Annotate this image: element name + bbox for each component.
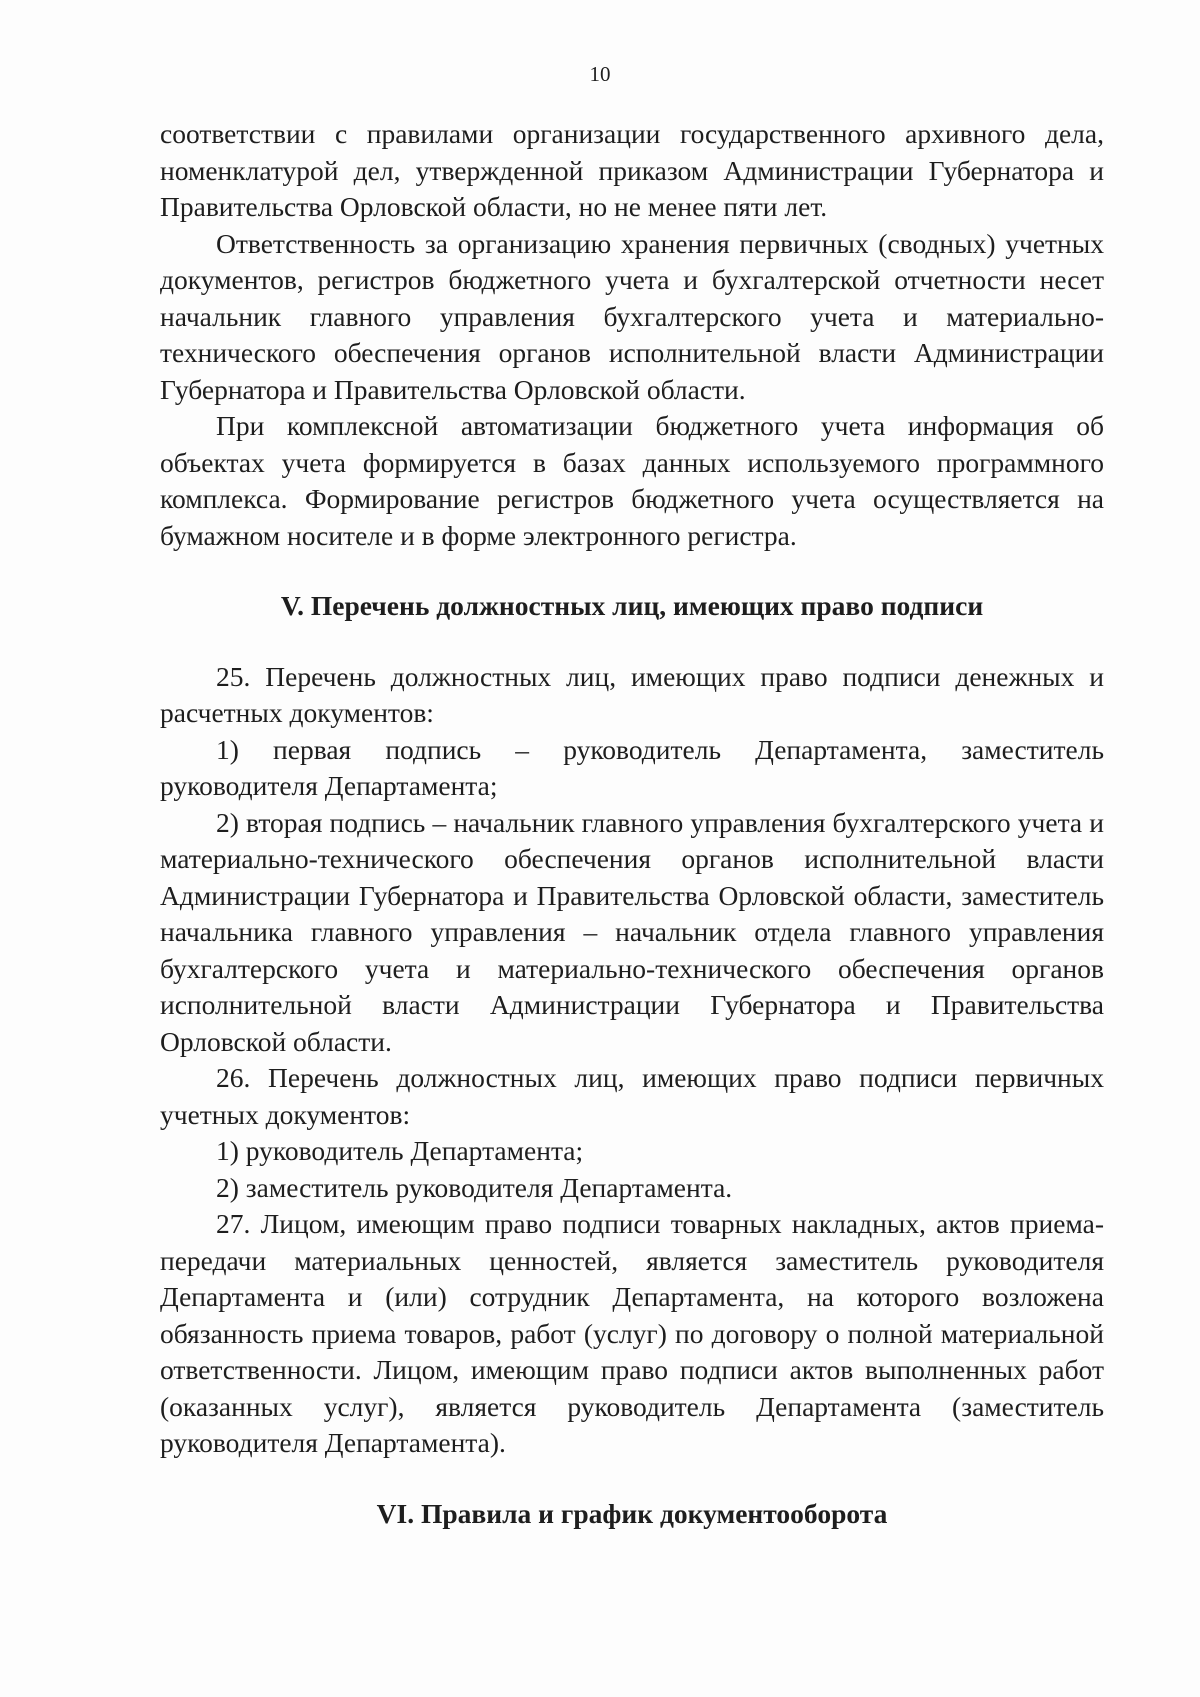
paragraph-responsibility: Ответственность за организацию хранения первичных (сводных) учетных документов, регистров бюджетного учета и бухгалтерской отчетности несет начальник главного управления бухгалтерского учета и материально-технического обеспечения органов исполнительной власти Администрации Губернатора и Правительства Орловской области. <box>160 227 1104 405</box>
paragraph-automation: При комплексной автоматизации бюджетного учета информация об объектах учета формируется в базах данных используемого программного комплекса. Формирование регистров бюджетного учета осуществляется на бумажном носителе и в форме электронного регистра. <box>160 410 1104 551</box>
item-25: 25. Перечень должностных лиц, имеющих право подписи денежных и расчетных документов: <box>160 660 1104 728</box>
section-heading-v: V. Перечень должностных лиц, имеющих право подписи <box>280 590 984 621</box>
page-number: 10 <box>589 62 611 86</box>
item-26: 26. Перечень должностных лиц, имеющих право подписи первичных учетных документов: <box>160 1062 1104 1130</box>
section-heading-vi: VI. Правила и график документооборота <box>376 1497 888 1529</box>
paragraph-archive-storage: соответствии с правилами организации государственного архивного дела, номенклатурой дел, утвержденной приказом Администрации Губернатора и Правительства Орловской области, но не менее пяти лет. <box>160 118 1104 222</box>
item-25-second-signature: 2) вторая подпись – начальник главного управления бухгалтерского учета и материально-технического обеспечения органов исполнительной власти Администрации Губернатора и Правительства Орловской области, заместитель начальника главного управления – начальник отдела главного управления бухгалтерского учета и материально-технического обеспечения органов исполнительной власти Администрации Губернатора и Правительства Орловской области. <box>160 806 1104 1057</box>
item-26-head: 1) руководитель Департамента; <box>216 1135 584 1166</box>
document-body <box>160 116 1104 1532</box>
item-26-deputy: 2) заместитель руководителя Департамента. <box>216 1171 733 1203</box>
item-25-first-signature: 1) первая подпись – руководитель Департамента, заместитель руководителя Департамента; <box>160 733 1104 801</box>
item-27: 27. Лицом, имеющим право подписи товарных накладных, актов приема-передачи материальных ценностей, является заместитель руководителя Департамента и (или) сотрудник Департамента, на которого возложена обязанность приема товаров, работ (услуг) по договору о полной материальной ответственности. Лицом, имеющим право подписи актов выполненных работ (оказанных услуг), является руководитель Департамента (заместитель руководителя Департамента). <box>160 1208 1104 1458</box>
